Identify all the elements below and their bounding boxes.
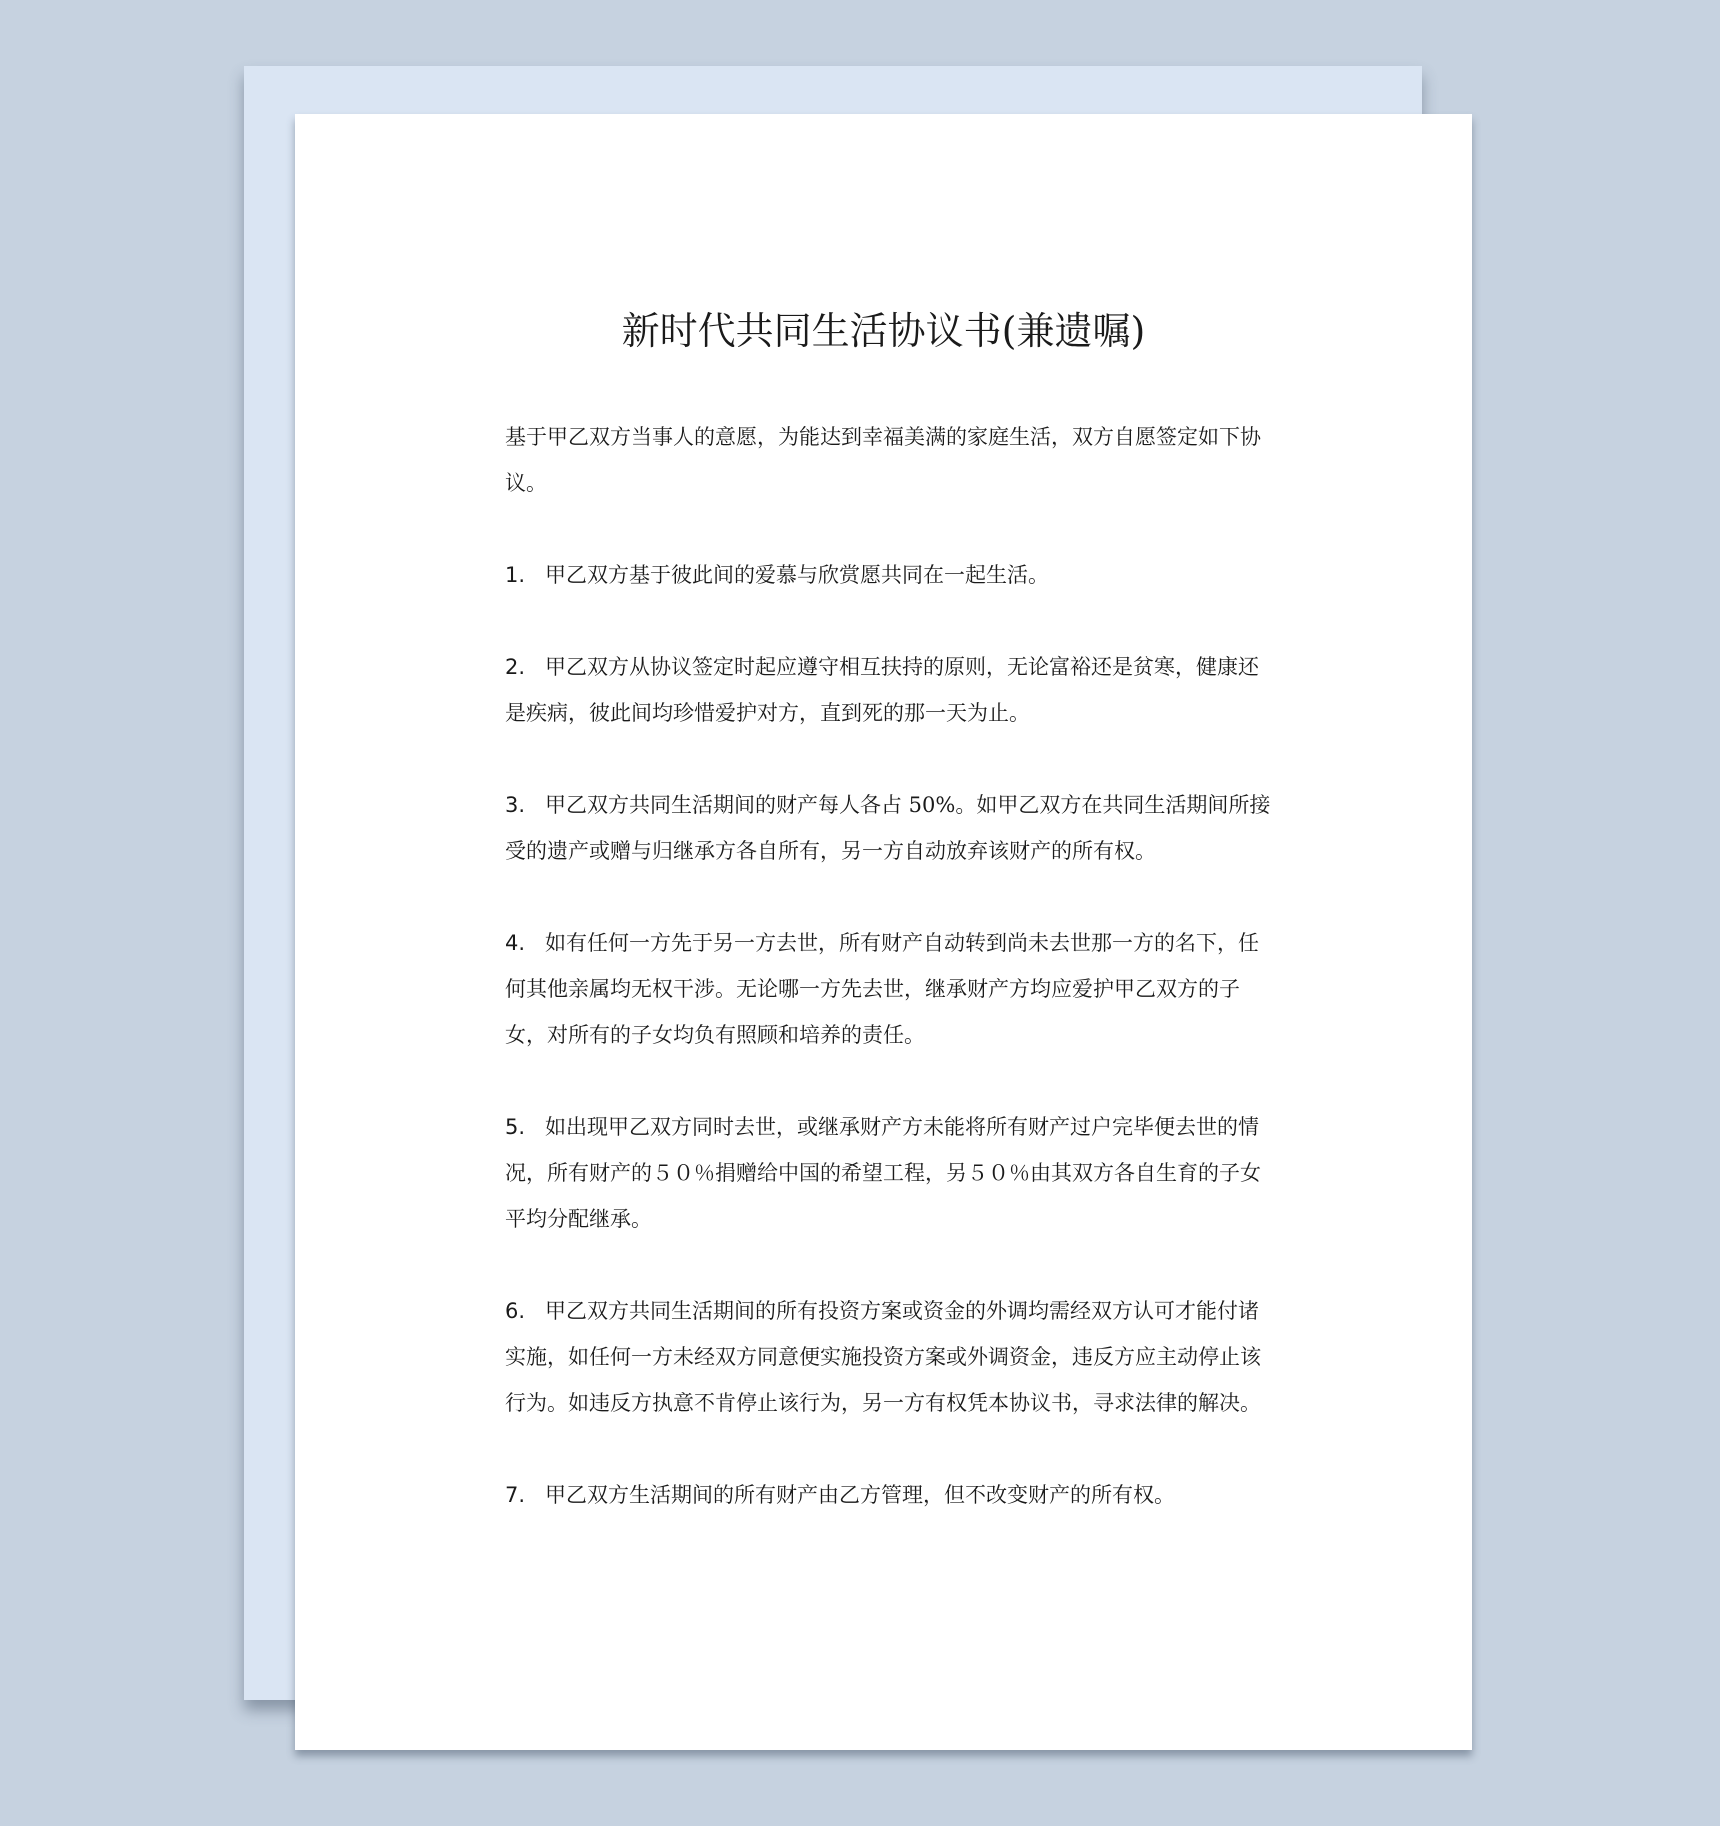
clause-5	[505, 1104, 1275, 1242]
clause-text: 甲乙双方从协议签定时起应遵守相互扶持的原则，无论富裕还是贫寒，健康还是疾病，彼此间均珍惜爱护对方，直到死的那一天为止。	[505, 655, 1259, 725]
intro-paragraph: 基于甲乙双方当事人的意愿，为能达到幸福美满的家庭生活，双方自愿签定如下协议。	[505, 425, 1261, 495]
clause-number: 5.	[505, 1115, 526, 1139]
clause-text: 如有任何一方先于另一方去世，所有财产自动转到尚未去世那一方的名下，任何其他亲属均无权干涉。无论哪一方先去世，继承财产方均应爱护甲乙双方的子女，对所有的子女均负有照顾和培养的责任。	[505, 931, 1259, 1047]
clause-3	[505, 782, 1275, 874]
clause-number: 4.	[505, 931, 526, 955]
clause-text: 如出现甲乙双方同时去世，或继承财产方未能将所有财产过户完毕便去世的情况，所有财产的５０％捐赠给中国的希望工程，另５０％由其双方各自生育的子女平均分配继承。	[505, 1115, 1261, 1231]
clause-2	[505, 644, 1275, 736]
document-page	[295, 114, 1472, 1750]
clause-1	[505, 552, 1275, 598]
clause-number: 7.	[505, 1483, 526, 1507]
clause-text: 甲乙双方生活期间的所有财产由乙方管理，但不改变财产的所有权。	[545, 1483, 1175, 1507]
clause-text: 甲乙双方共同生活期间的财产每人各占 50%。如甲乙双方在共同生活期间所接受的遗产或赠与归继承方各自所有，另一方自动放弃该财产的所有权。	[505, 793, 1271, 863]
clause-text: 甲乙双方基于彼此间的爱慕与欣赏愿共同在一起生活。	[545, 563, 1049, 587]
clause-number: 6.	[505, 1299, 526, 1323]
clause-7	[505, 1472, 1275, 1518]
clause-number: 1.	[505, 563, 526, 587]
clause-number: 3.	[505, 793, 526, 817]
clause-6	[505, 1288, 1275, 1426]
clause-text: 甲乙双方共同生活期间的所有投资方案或资金的外调均需经双方认可才能付诸实施，如任何一方未经双方同意便实施投资方案或外调资金，违反方应主动停止该行为。如违反方执意不肯停止该行为，另一方有权凭本协议书，寻求法律的解决。	[505, 1299, 1261, 1415]
clause-4	[505, 920, 1275, 1058]
document-body	[505, 414, 1275, 1518]
clause-number: 2.	[505, 655, 526, 679]
document-title: 新时代共同生活协议书(兼遗嘱)	[621, 309, 1146, 353]
